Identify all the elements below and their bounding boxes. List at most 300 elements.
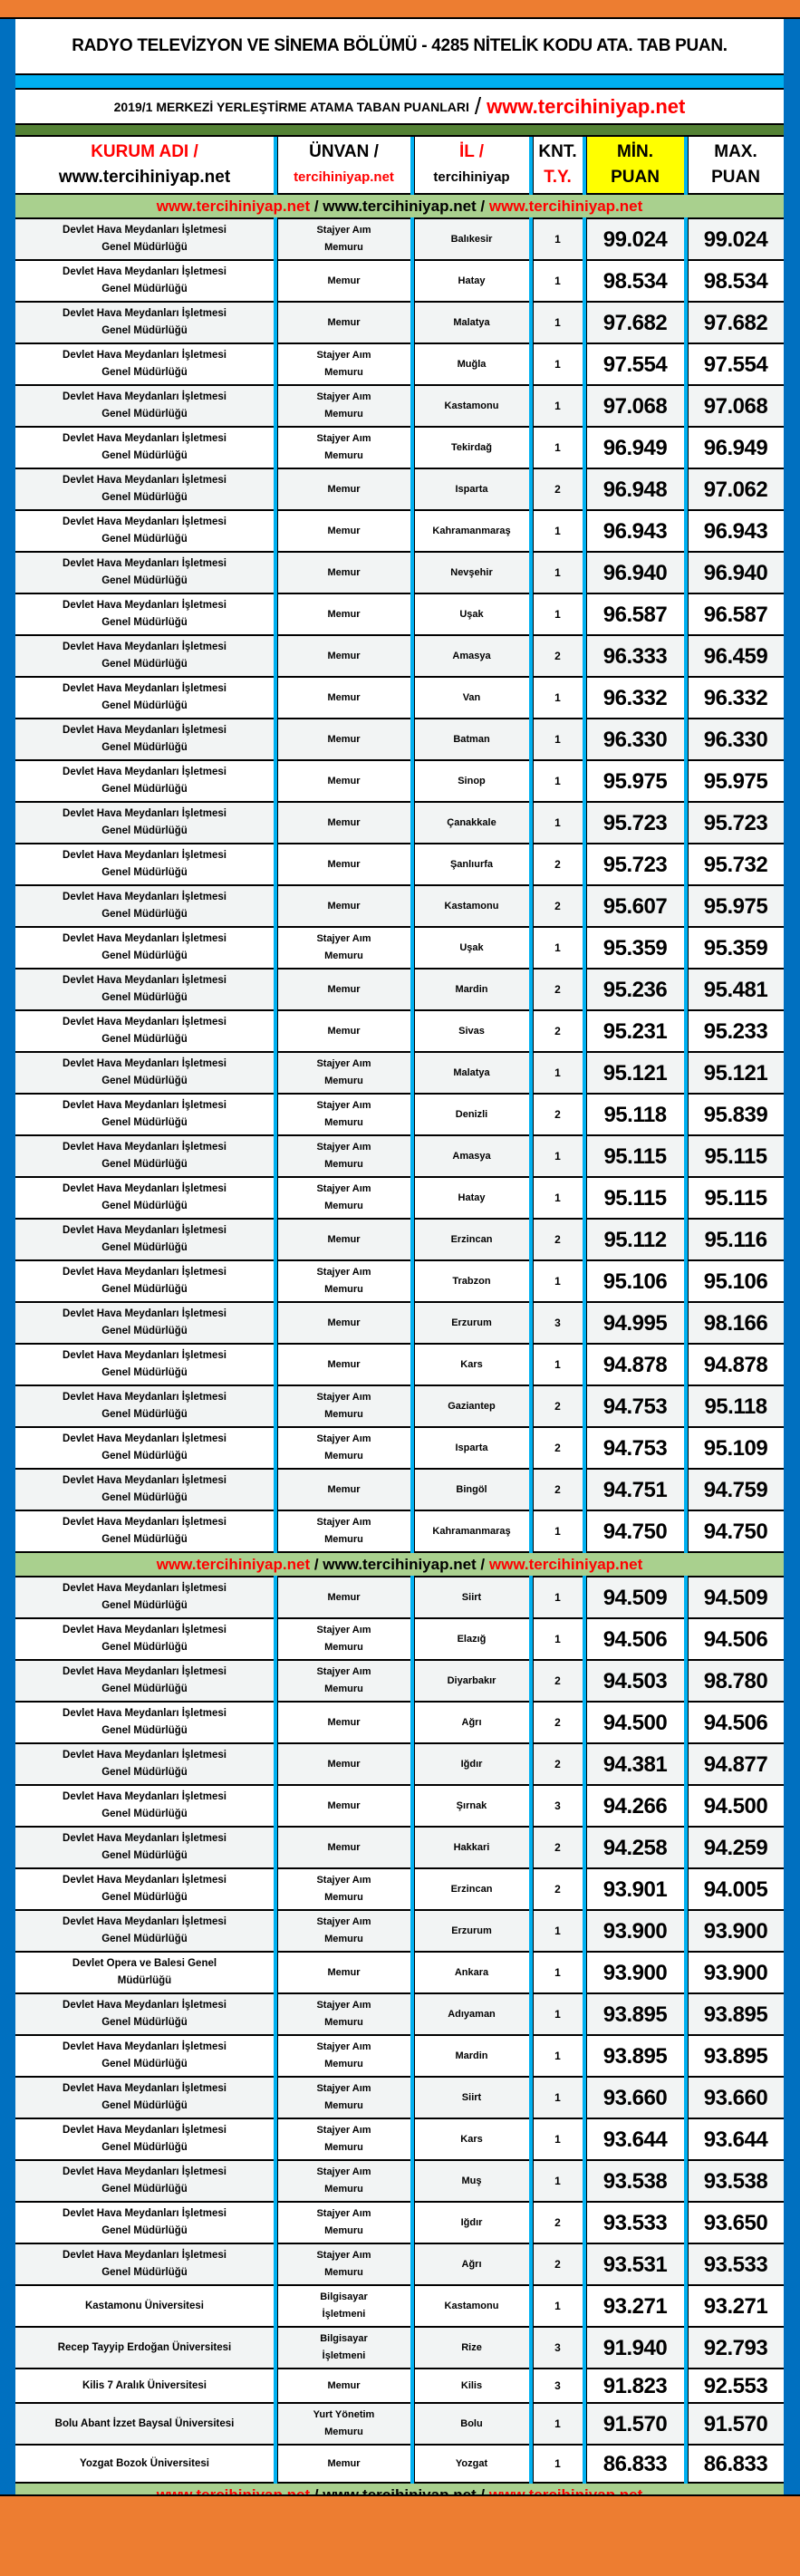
cell-unvan: Memur [275, 1785, 412, 1827]
cell-kurum: Devlet Hava Meydanları İşletmesi Genel Müdürlüğü [15, 635, 275, 677]
cell-knt: 1 [531, 427, 584, 468]
table-row [15, 1010, 784, 1052]
table-row [15, 343, 784, 385]
cell-il: Mardin [412, 969, 531, 1010]
cell-min-puan: 94.266 [584, 1785, 686, 1827]
cell-il: Çanakkale [412, 802, 531, 844]
cell-max-puan: 95.118 [686, 1385, 784, 1427]
cell-knt: 1 [531, 1344, 584, 1385]
cell-unvan: Memur [275, 1344, 412, 1385]
cell-il: Isparta [412, 468, 531, 510]
cell-knt: 1 [531, 1260, 584, 1302]
cell-kurum: Devlet Hava Meydanları İşletmesi Genel Müdürlüğü [15, 969, 275, 1010]
cell-unvan: Stajyer Aım Memuru [275, 2243, 412, 2285]
cell-min-puan: 98.534 [584, 260, 686, 302]
cell-min-puan: 95.106 [584, 1260, 686, 1302]
cell-unvan: Stajyer Aım Memuru [275, 1052, 412, 1094]
cell-kurum: Devlet Hava Meydanları İşletmesi Genel Müdürlüğü [15, 927, 275, 969]
cell-unvan: Stajyer Aım Memuru [275, 1385, 412, 1427]
table-header-row [15, 137, 784, 194]
table-row [15, 2077, 784, 2118]
cell-il: Ankara [412, 1952, 531, 1993]
cell-kurum: Devlet Hava Meydanları İşletmesi Genel Müdürlüğü [15, 1827, 275, 1868]
cell-min-puan: 94.509 [584, 1577, 686, 1618]
cell-min-puan: 93.271 [584, 2285, 686, 2327]
cell-min-puan: 96.943 [584, 510, 686, 552]
cell-unvan: Stajyer Aım Memuru [275, 1094, 412, 1135]
cell-max-puan: 94.878 [686, 1344, 784, 1385]
cell-il: Iğdır [412, 2202, 531, 2243]
bottom-accent-bar [0, 2494, 800, 2576]
cell-max-puan: 93.895 [686, 2035, 784, 2077]
cell-max-puan: 93.895 [686, 1993, 784, 2035]
cell-min-puan: 97.068 [584, 385, 686, 427]
cell-il: Kahramanmaraş [412, 1510, 531, 1552]
cell-kurum: Kastamonu Üniversitesi [15, 2285, 275, 2327]
cell-il: Şırnak [412, 1785, 531, 1827]
col-header-kurum: KURUM ADI / www.tercihiniyap.net [15, 137, 275, 194]
cell-unvan: Stajyer Aım Memuru [275, 1135, 412, 1177]
cell-max-puan: 95.359 [686, 927, 784, 969]
cell-knt: 2 [531, 635, 584, 677]
cell-kurum: Devlet Hava Meydanları İşletmesi Genel Müdürlüğü [15, 385, 275, 427]
cell-il: Trabzon [412, 1260, 531, 1302]
cell-min-puan: 94.878 [584, 1344, 686, 1385]
cell-max-puan: 91.570 [686, 2403, 784, 2445]
table-row [15, 1427, 784, 1469]
table-row [15, 1618, 784, 1660]
cell-kurum: Devlet Hava Meydanları İşletmesi Genel Müdürlüğü [15, 2160, 275, 2202]
cell-kurum: Devlet Hava Meydanları İşletmesi Genel Müdürlüğü [15, 1618, 275, 1660]
cell-max-puan: 94.506 [686, 1702, 784, 1743]
cell-unvan: Memur [275, 1219, 412, 1260]
table-row [15, 1743, 784, 1785]
cell-knt: 1 [531, 1577, 584, 1618]
cell-unvan: Memur [275, 468, 412, 510]
cell-unvan: Stajyer Aım Memuru [275, 1660, 412, 1702]
cell-kurum: Devlet Hava Meydanları İşletmesi Genel Müdürlüğü [15, 2118, 275, 2160]
table-row [15, 1177, 784, 1219]
table-row [15, 552, 784, 593]
top-accent-bar [0, 0, 800, 19]
cell-knt: 2 [531, 1868, 584, 1910]
cell-knt: 3 [531, 2369, 584, 2403]
table-row [15, 1135, 784, 1177]
cell-kurum: Devlet Hava Meydanları İşletmesi Genel Müdürlüğü [15, 302, 275, 343]
table-row [15, 2403, 784, 2445]
cell-il: Kastamonu [412, 385, 531, 427]
table-row [15, 927, 784, 969]
cell-kurum: Devlet Hava Meydanları İşletmesi Genel Müdürlüğü [15, 1219, 275, 1260]
cell-kurum: Yozgat Bozok Üniversitesi [15, 2445, 275, 2483]
cell-max-puan: 95.723 [686, 802, 784, 844]
table-row [15, 1469, 784, 1510]
table-row [15, 385, 784, 427]
cell-max-puan: 93.900 [686, 1910, 784, 1952]
cell-il: Siirt [412, 2077, 531, 2118]
cell-il: Erzurum [412, 1910, 531, 1952]
cell-min-puan: 97.682 [584, 302, 686, 343]
cell-kurum: Devlet Hava Meydanları İşletmesi Genel Müdürlüğü [15, 218, 275, 260]
cell-knt: 1 [531, 2445, 584, 2483]
table-row [15, 2369, 784, 2403]
cell-il: Adıyaman [412, 1993, 531, 2035]
table-row [15, 1344, 784, 1385]
cell-min-puan: 95.607 [584, 885, 686, 927]
cell-kurum: Devlet Hava Meydanları İşletmesi Genel Müdürlüğü [15, 1260, 275, 1302]
cell-unvan: Memur [275, 677, 412, 719]
watermark-link[interactable]: www.tercihiniyap.net [156, 197, 311, 215]
cell-max-puan: 95.115 [686, 1135, 784, 1177]
cell-min-puan: 95.231 [584, 1010, 686, 1052]
watermark-link[interactable]: www.tercihiniyap.net [488, 1555, 643, 1573]
table-row [15, 969, 784, 1010]
subtitle-text: 2019/1 MERKEZİ YERLEŞTİRME ATAMA TABAN PUANLARI [113, 99, 469, 114]
cell-max-puan: 93.538 [686, 2160, 784, 2202]
cell-unvan: Stajyer Aım Memuru [275, 1510, 412, 1552]
cell-min-puan: 91.823 [584, 2369, 686, 2403]
cell-il: Kars [412, 2118, 531, 2160]
cell-il: Kahramanmaraş [412, 510, 531, 552]
cell-kurum: Devlet Hava Meydanları İşletmesi Genel Müdürlüğü [15, 844, 275, 885]
cell-unvan: Stajyer Aım Memuru [275, 1993, 412, 2035]
cell-unvan: Stajyer Aım Memuru [275, 2035, 412, 2077]
cell-min-puan: 91.940 [584, 2327, 686, 2369]
cell-unvan: Stajyer Aım Memuru [275, 2077, 412, 2118]
subtitle [15, 90, 784, 125]
cell-kurum: Devlet Hava Meydanları İşletmesi Genel Müdürlüğü [15, 885, 275, 927]
table-row [15, 427, 784, 468]
cell-kurum: Devlet Hava Meydanları İşletmesi Genel Müdürlüğü [15, 1094, 275, 1135]
cell-knt: 2 [531, 1219, 584, 1260]
cell-min-puan: 96.587 [584, 593, 686, 635]
cell-unvan: Memur [275, 635, 412, 677]
cell-kurum: Devlet Hava Meydanları İşletmesi Genel Müdürlüğü [15, 2243, 275, 2285]
cell-kurum: Devlet Hava Meydanları İşletmesi Genel Müdürlüğü [15, 260, 275, 302]
cell-unvan: Stajyer Aım Memuru [275, 218, 412, 260]
subtitle-slash: / [474, 92, 482, 120]
table-row [15, 2118, 784, 2160]
table-row [15, 635, 784, 677]
cell-min-puan: 86.833 [584, 2445, 686, 2483]
cell-max-puan: 95.109 [686, 1427, 784, 1469]
table-row [15, 302, 784, 343]
cell-knt: 1 [531, 218, 584, 260]
cell-unvan: Memur [275, 1010, 412, 1052]
cell-kurum: Devlet Hava Meydanları İşletmesi Genel Müdürlüğü [15, 1344, 275, 1385]
cell-min-puan: 93.531 [584, 2243, 686, 2285]
cell-max-puan: 95.106 [686, 1260, 784, 1302]
cell-knt: 1 [531, 719, 584, 760]
table-row [15, 1094, 784, 1135]
cell-max-puan: 98.166 [686, 1302, 784, 1344]
cell-unvan: Memur [275, 1743, 412, 1785]
cell-max-puan: 93.900 [686, 1952, 784, 1993]
cell-min-puan: 96.940 [584, 552, 686, 593]
cell-unvan: Memur [275, 1302, 412, 1344]
cell-knt: 1 [531, 927, 584, 969]
cell-kurum: Devlet Hava Meydanları İşletmesi Genel Müdürlüğü [15, 1743, 275, 1785]
cell-max-puan: 96.332 [686, 677, 784, 719]
cell-kurum: Devlet Hava Meydanları İşletmesi Genel Müdürlüğü [15, 468, 275, 510]
cell-unvan: Memur [275, 844, 412, 885]
table-row [15, 1510, 784, 1552]
table-row [15, 1577, 784, 1618]
cell-min-puan: 97.554 [584, 343, 686, 385]
cell-max-puan: 86.833 [686, 2445, 784, 2483]
cell-knt: 2 [531, 1743, 584, 1785]
cell-max-puan: 98.534 [686, 260, 784, 302]
cell-kurum: Devlet Hava Meydanları İşletmesi Genel Müdürlüğü [15, 2035, 275, 2077]
watermark-band: www.tercihiniyap.net / www.tercihiniyap.net / www.tercihiniyap.net [15, 194, 784, 218]
table-row [15, 1910, 784, 1952]
cell-il: Ağrı [412, 1702, 531, 1743]
cell-min-puan: 93.895 [584, 1993, 686, 2035]
cell-il: Amasya [412, 635, 531, 677]
cell-kurum: Devlet Hava Meydanları İşletmesi Genel Müdürlüğü [15, 1385, 275, 1427]
cell-min-puan: 95.236 [584, 969, 686, 1010]
cell-unvan: Stajyer Aım Memuru [275, 1177, 412, 1219]
table-row [15, 2035, 784, 2077]
cell-kurum: Devlet Hava Meydanları İşletmesi Genel Müdürlüğü [15, 1993, 275, 2035]
table-row [15, 1952, 784, 1993]
cell-knt: 1 [531, 1510, 584, 1552]
cell-il: Iğdır [412, 1743, 531, 1785]
cell-knt: 1 [531, 2077, 584, 2118]
cell-kurum: Devlet Hava Meydanları İşletmesi Genel Müdürlüğü [15, 1702, 275, 1743]
cell-kurum: Devlet Hava Meydanları İşletmesi Genel Müdürlüğü [15, 719, 275, 760]
cell-unvan: Bilgisayar İşletmeni [275, 2285, 412, 2327]
watermark-band: www.tercihiniyap.net / www.tercihiniyap.net / www.tercihiniyap.net [15, 1552, 784, 1577]
cell-kurum: Devlet Hava Meydanları İşletmesi Genel Müdürlüğü [15, 1052, 275, 1094]
cell-kurum: Devlet Hava Meydanları İşletmesi Genel Müdürlüğü [15, 1577, 275, 1618]
score-table [15, 137, 784, 2564]
cell-il: Diyarbakır [412, 1660, 531, 1702]
cell-unvan: Memur [275, 593, 412, 635]
cell-unvan: Stajyer Aım Memuru [275, 1868, 412, 1910]
cell-min-puan: 93.644 [584, 2118, 686, 2160]
cell-knt: 1 [531, 2403, 584, 2445]
cell-min-puan: 95.115 [584, 1135, 686, 1177]
document-frame [15, 19, 784, 2564]
cell-unvan: Memur [275, 885, 412, 927]
cell-knt: 2 [531, 2202, 584, 2243]
cell-kurum: Devlet Hava Meydanları İşletmesi Genel Müdürlüğü [15, 802, 275, 844]
table-row [15, 1702, 784, 1743]
table-row [15, 468, 784, 510]
cell-unvan: Stajyer Aım Memuru [275, 2202, 412, 2243]
cell-knt: 1 [531, 2035, 584, 2077]
cell-il: Tekirdağ [412, 427, 531, 468]
cell-knt: 3 [531, 1785, 584, 1827]
cell-max-puan: 95.121 [686, 1052, 784, 1094]
table-row [15, 1785, 784, 1827]
cell-il: Uşak [412, 593, 531, 635]
watermark-link[interactable]: www.tercihiniyap.net [323, 1555, 477, 1573]
cell-kurum: Devlet Hava Meydanları İşletmesi Genel Müdürlüğü [15, 510, 275, 552]
cell-kurum: Devlet Hava Meydanları İşletmesi Genel Müdürlüğü [15, 1010, 275, 1052]
cell-max-puan: 97.062 [686, 468, 784, 510]
cell-kurum: Devlet Hava Meydanları İşletmesi Genel Müdürlüğü [15, 1469, 275, 1510]
cell-knt: 3 [531, 1302, 584, 1344]
cell-il: Van [412, 677, 531, 719]
cell-kurum: Devlet Hava Meydanları İşletmesi Genel Müdürlüğü [15, 1177, 275, 1219]
cell-min-puan: 93.901 [584, 1868, 686, 1910]
cell-knt: 3 [531, 2327, 584, 2369]
cell-knt: 1 [531, 2285, 584, 2327]
table-row [15, 677, 784, 719]
cell-kurum: Devlet Hava Meydanları İşletmesi Genel Müdürlüğü [15, 1660, 275, 1702]
cell-kurum: Devlet Hava Meydanları İşletmesi Genel Müdürlüğü [15, 1910, 275, 1952]
cell-kurum: Devlet Hava Meydanları İşletmesi Genel Müdürlüğü [15, 343, 275, 385]
table-row [15, 1260, 784, 1302]
cell-max-puan: 93.644 [686, 2118, 784, 2160]
cell-kurum: Devlet Hava Meydanları İşletmesi Genel Müdürlüğü [15, 1135, 275, 1177]
cell-unvan: Memur [275, 719, 412, 760]
cell-kurum: Devlet Hava Meydanları İşletmesi Genel Müdürlüğü [15, 677, 275, 719]
cell-unvan: Memur [275, 552, 412, 593]
cell-max-puan: 94.750 [686, 1510, 784, 1552]
cell-kurum: Devlet Hava Meydanları İşletmesi Genel Müdürlüğü [15, 593, 275, 635]
cell-min-puan: 94.750 [584, 1510, 686, 1552]
cell-min-puan: 93.895 [584, 2035, 686, 2077]
table-row [15, 2445, 784, 2483]
table-row [15, 218, 784, 260]
table-row [15, 1302, 784, 1344]
cell-il: Sivas [412, 1010, 531, 1052]
cell-kurum: Devlet Hava Meydanları İşletmesi Genel Müdürlüğü [15, 2202, 275, 2243]
cell-min-puan: 94.995 [584, 1302, 686, 1344]
table-row [15, 260, 784, 302]
cell-unvan: Stajyer Aım Memuru [275, 1427, 412, 1469]
cell-min-puan: 93.660 [584, 2077, 686, 2118]
cell-min-puan: 96.948 [584, 468, 686, 510]
cell-il: Kastamonu [412, 2285, 531, 2327]
cell-unvan: Stajyer Aım Memuru [275, 1910, 412, 1952]
cell-il: Denizli [412, 1094, 531, 1135]
table-row [15, 2285, 784, 2327]
cell-max-puan: 96.330 [686, 719, 784, 760]
cell-unvan: Stajyer Aım Memuru [275, 385, 412, 427]
cell-unvan: Memur [275, 802, 412, 844]
table-row [15, 2243, 784, 2285]
cell-max-puan: 95.732 [686, 844, 784, 885]
cell-knt: 2 [531, 1469, 584, 1510]
cell-max-puan: 94.005 [686, 1868, 784, 1910]
cell-min-puan: 94.751 [584, 1469, 686, 1510]
cell-unvan: Memur [275, 302, 412, 343]
cell-knt: 1 [531, 260, 584, 302]
watermark-link[interactable]: www.tercihiniyap.net [156, 1555, 311, 1573]
cell-il: Gaziantep [412, 1385, 531, 1427]
cell-knt: 2 [531, 885, 584, 927]
watermark-link[interactable]: www.tercihiniyap.net [323, 197, 477, 215]
cell-unvan: Memur [275, 510, 412, 552]
cell-max-puan: 94.877 [686, 1743, 784, 1785]
cell-max-puan: 98.780 [686, 1660, 784, 1702]
cell-kurum: Devlet Hava Meydanları İşletmesi Genel Müdürlüğü [15, 427, 275, 468]
cell-max-puan: 94.259 [686, 1827, 784, 1868]
cell-max-puan: 94.500 [686, 1785, 784, 1827]
cell-unvan: Memur [275, 1577, 412, 1618]
cell-min-puan: 95.112 [584, 1219, 686, 1260]
table-row [15, 2327, 784, 2369]
cell-unvan: Memur [275, 1952, 412, 1993]
cell-min-puan: 94.381 [584, 1743, 686, 1785]
cell-max-puan: 97.682 [686, 302, 784, 343]
cell-knt: 1 [531, 343, 584, 385]
cell-min-puan: 91.570 [584, 2403, 686, 2445]
cell-max-puan: 97.068 [686, 385, 784, 427]
cell-kurum: Devlet Hava Meydanları İşletmesi Genel Müdürlüğü [15, 1427, 275, 1469]
cell-kurum: Devlet Hava Meydanları İşletmesi Genel Müdürlüğü [15, 552, 275, 593]
cell-knt: 2 [531, 1427, 584, 1469]
cell-unvan: Memur [275, 1469, 412, 1510]
divider-green [15, 125, 784, 137]
cell-unvan: Stajyer Aım Memuru [275, 927, 412, 969]
cell-max-puan: 96.949 [686, 427, 784, 468]
subtitle-site-link[interactable]: www.tercihiniyap.net [487, 94, 686, 118]
cell-knt: 1 [531, 1135, 584, 1177]
cell-max-puan: 92.793 [686, 2327, 784, 2369]
cell-kurum: Devlet Hava Meydanları İşletmesi Genel Müdürlüğü [15, 1785, 275, 1827]
cell-il: Rize [412, 2327, 531, 2369]
cell-max-puan: 93.660 [686, 2077, 784, 2118]
cell-knt: 1 [531, 385, 584, 427]
cell-knt: 1 [531, 677, 584, 719]
cell-kurum: Bolu Abant İzzet Baysal Üniversitesi [15, 2403, 275, 2445]
cell-kurum: Devlet Hava Meydanları İşletmesi Genel Müdürlüğü [15, 1510, 275, 1552]
cell-unvan: Memur [275, 1702, 412, 1743]
cell-min-puan: 95.975 [584, 760, 686, 802]
cell-kurum: Devlet Hava Meydanları İşletmesi Genel Müdürlüğü [15, 760, 275, 802]
table-row [15, 844, 784, 885]
cell-il: Hatay [412, 260, 531, 302]
cell-max-puan: 93.271 [686, 2285, 784, 2327]
cell-knt: 2 [531, 1702, 584, 1743]
table-row [15, 2202, 784, 2243]
cell-max-puan: 95.975 [686, 760, 784, 802]
cell-max-puan: 94.759 [686, 1469, 784, 1510]
cell-unvan: Memur [275, 2369, 412, 2403]
cell-unvan: Memur [275, 760, 412, 802]
cell-il: Erzincan [412, 1219, 531, 1260]
cell-unvan: Memur [275, 1827, 412, 1868]
cell-il: Isparta [412, 1427, 531, 1469]
cell-max-puan: 92.553 [686, 2369, 784, 2403]
table-row [15, 593, 784, 635]
cell-max-puan: 94.506 [686, 1618, 784, 1660]
cell-il: Şanlıurfa [412, 844, 531, 885]
cell-il: Bingöl [412, 1469, 531, 1510]
col-header-unvan: ÜNVAN / tercihiniyap.net [275, 137, 412, 194]
cell-unvan: Yurt Yönetim Memuru [275, 2403, 412, 2445]
cell-knt: 1 [531, 1052, 584, 1094]
cell-min-puan: 94.506 [584, 1618, 686, 1660]
cell-il: Balıkesir [412, 218, 531, 260]
cell-il: Bolu [412, 2403, 531, 2445]
cell-max-puan: 97.554 [686, 343, 784, 385]
cell-min-puan: 94.258 [584, 1827, 686, 1868]
cell-unvan: Memur [275, 2445, 412, 2483]
cell-il: Amasya [412, 1135, 531, 1177]
cell-max-puan: 95.975 [686, 885, 784, 927]
cell-min-puan: 93.900 [584, 1952, 686, 1993]
cell-knt: 1 [531, 760, 584, 802]
cell-max-puan: 95.481 [686, 969, 784, 1010]
watermark-link[interactable]: www.tercihiniyap.net [488, 197, 643, 215]
cell-min-puan: 95.118 [584, 1094, 686, 1135]
